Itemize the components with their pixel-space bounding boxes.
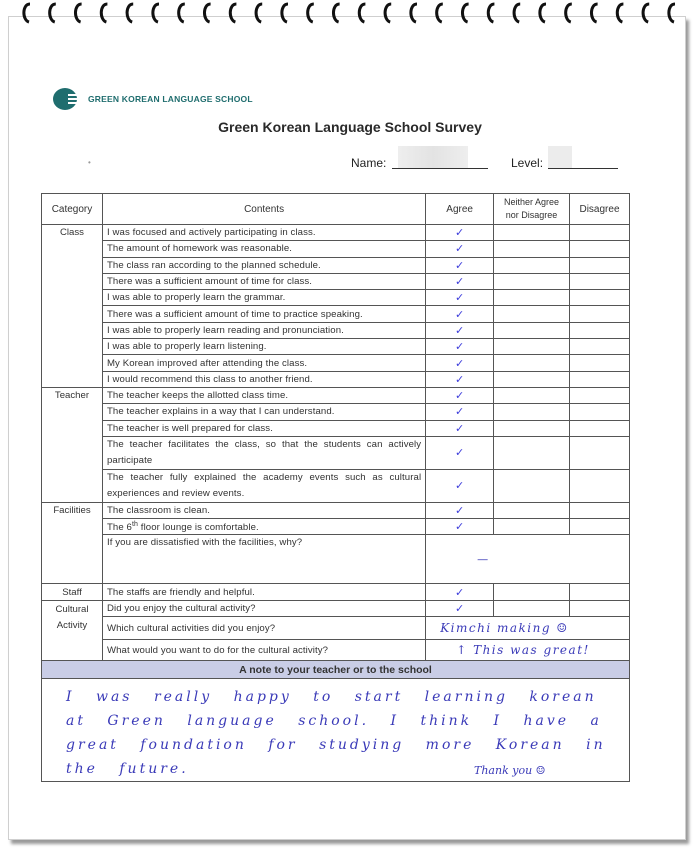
spiral-binding: [0, 0, 700, 30]
table-header-row: [42, 194, 630, 225]
spiral-ring: [204, 4, 210, 22]
cultural-enjoyed-answer[interactable]: Kimchi making ☺: [426, 617, 630, 640]
spiral-ring: [617, 4, 623, 22]
note-header-row: [42, 661, 630, 679]
header-disagree: Disagree: [570, 194, 630, 225]
row-content: My Korean improved after attending the class.: [102, 355, 425, 371]
table-row: [42, 436, 630, 469]
disagree-cell[interactable]: [570, 387, 630, 403]
spiral-ring: [566, 4, 572, 22]
agree-check[interactable]: ✓: [426, 241, 494, 257]
table-row: [42, 257, 630, 273]
name-blank[interactable]: [392, 156, 488, 169]
disagree-cell[interactable]: [570, 469, 630, 502]
level-label: Level:: [511, 156, 544, 170]
agree-check[interactable]: ✓: [426, 600, 494, 616]
row-content: I was focused and actively participating in class.: [102, 225, 425, 241]
agree-check[interactable]: ✓: [426, 290, 494, 306]
spiral-ring: [488, 4, 494, 22]
agree-check[interactable]: ✓: [426, 584, 494, 600]
agree-check[interactable]: ✓: [426, 339, 494, 355]
disagree-cell[interactable]: [570, 257, 630, 273]
agree-check[interactable]: ✓: [426, 306, 494, 322]
neither-cell[interactable]: [494, 339, 570, 355]
spiral-ring: [50, 4, 56, 22]
school-logo: [52, 86, 253, 112]
table-row: [42, 404, 630, 420]
neither-cell[interactable]: [494, 273, 570, 289]
row-content: The teacher fully explained the academy events such as cultural experiences and review events.: [102, 469, 425, 502]
neither-cell[interactable]: [494, 420, 570, 436]
cultural-wish-answer[interactable]: ↑ This was great!: [426, 640, 630, 661]
table-row: [42, 584, 630, 600]
row-content: I was able to properly learn listening.: [102, 339, 425, 355]
spiral-ring: [333, 4, 339, 22]
table-row: [42, 617, 630, 640]
spiral-ring: [101, 4, 107, 22]
level-field: [511, 156, 618, 170]
agree-check[interactable]: ✓: [426, 322, 494, 338]
agree-check[interactable]: ✓: [426, 420, 494, 436]
category-cultural-activity: Cultural Activity: [42, 600, 103, 660]
agree-check[interactable]: ✓: [426, 519, 494, 535]
survey-table: [41, 193, 630, 782]
spiral-ring: [230, 4, 236, 22]
row-content: The teacher keeps the allotted class time.: [102, 387, 425, 403]
spiral-ring: [462, 4, 468, 22]
disagree-cell[interactable]: [570, 355, 630, 371]
level-blank[interactable]: [548, 156, 618, 169]
neither-cell[interactable]: [494, 290, 570, 306]
spiral-ring: [411, 4, 417, 22]
table-row: [42, 241, 630, 257]
neither-cell[interactable]: [494, 322, 570, 338]
category-class: Class: [42, 225, 103, 388]
table-row: [42, 535, 630, 584]
row-content: The 6th floor lounge is comfortable.: [102, 519, 425, 535]
disagree-cell[interactable]: [570, 519, 630, 535]
agree-check[interactable]: ✓: [426, 257, 494, 273]
table-row: [42, 600, 630, 616]
spiral-ring: [153, 4, 159, 22]
row-content: The class ran according to the planned schedule.: [102, 257, 425, 273]
disagree-cell[interactable]: [570, 502, 630, 518]
category-facilities: Facilities: [42, 502, 103, 584]
note-text: I was really happy to start learning korean at Green language school. I think I have a great foundation for studying more Korean in the future.: [66, 689, 606, 778]
neither-cell[interactable]: [494, 257, 570, 273]
disagree-cell[interactable]: [570, 339, 630, 355]
disagree-cell[interactable]: [570, 306, 630, 322]
agree-check[interactable]: ✓: [426, 273, 494, 289]
row-content: The teacher is well prepared for class.: [102, 420, 425, 436]
logo-mark-icon: [52, 86, 82, 112]
disagree-cell[interactable]: [570, 290, 630, 306]
disagree-cell[interactable]: [570, 584, 630, 600]
table-row: [42, 371, 630, 387]
spiral-ring: [179, 4, 185, 22]
header-neither: Neither Agree nor Disagree: [494, 194, 570, 225]
row-content: If you are dissatisfied with the facilities, why?: [102, 535, 425, 584]
disagree-cell[interactable]: [570, 273, 630, 289]
row-content: The classroom is clean.: [102, 502, 425, 518]
table-row: [42, 420, 630, 436]
spiral-ring: [282, 4, 288, 22]
spiral-ring: [359, 4, 365, 22]
spiral-ring: [540, 4, 546, 22]
agree-check[interactable]: ✓: [426, 355, 494, 371]
row-content: I was able to properly learn the grammar.: [102, 290, 425, 306]
header-agree: Agree: [426, 194, 494, 225]
disagree-cell[interactable]: [570, 420, 630, 436]
agree-check[interactable]: ✓: [426, 225, 494, 241]
table-row: [42, 519, 630, 535]
spiral-ring: [669, 4, 675, 22]
table-row: [42, 290, 630, 306]
disagree-cell[interactable]: [570, 225, 630, 241]
table-row: [42, 469, 630, 502]
row-content: The staffs are friendly and helpful.: [102, 584, 425, 600]
category-teacher: Teacher: [42, 387, 103, 502]
neither-cell[interactable]: [494, 502, 570, 518]
neither-cell[interactable]: [494, 355, 570, 371]
row-content: The teacher explains in a way that I can understand.: [102, 404, 425, 420]
neither-cell[interactable]: [494, 600, 570, 616]
agree-check[interactable]: ✓: [426, 436, 494, 469]
neither-cell[interactable]: [494, 306, 570, 322]
agree-check[interactable]: ✓: [426, 404, 494, 420]
disagree-cell[interactable]: [570, 436, 630, 469]
disagree-cell[interactable]: [570, 600, 630, 616]
stray-mark: •: [88, 158, 91, 167]
neither-cell[interactable]: [494, 241, 570, 257]
spiral-ring: [437, 4, 443, 22]
row-content: I was able to properly learn reading and pronunciation.: [102, 322, 425, 338]
row-content: There was a sufficient amount of time to practice speaking.: [102, 306, 425, 322]
table-row: [42, 322, 630, 338]
table-row: [42, 306, 630, 322]
spiral-ring: [24, 4, 30, 22]
spiral-ring: [127, 4, 133, 22]
table-row: [42, 387, 630, 403]
spiral-ring: [643, 4, 649, 22]
table-row: [42, 502, 630, 518]
neither-cell[interactable]: [494, 584, 570, 600]
neither-cell[interactable]: [494, 404, 570, 420]
table-row: [42, 640, 630, 661]
row-content: I would recommend this class to another friend.: [102, 371, 425, 387]
disagree-cell[interactable]: [570, 371, 630, 387]
neither-cell[interactable]: [494, 436, 570, 469]
neither-cell[interactable]: [494, 225, 570, 241]
spiral-ring: [514, 4, 520, 22]
table-row: [42, 225, 630, 241]
note-heading: A note to your teacher or to the school: [42, 661, 630, 679]
row-content: Did you enjoy the cultural activity?: [102, 600, 425, 616]
spiral-ring: [308, 4, 314, 22]
row-content: What would you want to do for the cultural activity?: [102, 640, 425, 661]
header-category: Category: [42, 194, 103, 225]
logo-text: GREEN KOREAN LANGUAGE SCHOOL: [88, 94, 253, 104]
row-content: The teacher facilitates the class, so that the students can actively participate: [102, 436, 425, 469]
agree-check[interactable]: ✓: [426, 469, 494, 502]
agree-check[interactable]: ✓: [426, 371, 494, 387]
agree-check[interactable]: ✓: [426, 502, 494, 518]
spiral-ring: [385, 4, 391, 22]
facilities-answer[interactable]: —: [426, 535, 630, 584]
spiral-ring: [256, 4, 262, 22]
disagree-cell[interactable]: [570, 404, 630, 420]
table-row: [42, 355, 630, 371]
row-content: There was a sufficient amount of time for class.: [102, 273, 425, 289]
neither-cell[interactable]: [494, 387, 570, 403]
disagree-cell[interactable]: [570, 322, 630, 338]
disagree-cell[interactable]: [570, 241, 630, 257]
survey-title: Green Korean Language School Survey: [218, 119, 482, 135]
table-row: [42, 273, 630, 289]
spiral-ring: [591, 4, 597, 22]
name-label: Name:: [351, 156, 387, 170]
neither-cell[interactable]: [494, 519, 570, 535]
neither-cell[interactable]: [494, 371, 570, 387]
header-contents: Contents: [102, 194, 425, 225]
row-content: Which cultural activities did you enjoy?: [102, 617, 425, 640]
name-field: [351, 156, 488, 170]
spiral-ring: [75, 4, 81, 22]
thank-you-signoff: Thank you ☺: [474, 764, 546, 777]
agree-check[interactable]: ✓: [426, 387, 494, 403]
category-staff: Staff: [42, 584, 103, 600]
table-row: [42, 339, 630, 355]
row-content: The amount of homework was reasonable.: [102, 241, 425, 257]
neither-cell[interactable]: [494, 469, 570, 502]
